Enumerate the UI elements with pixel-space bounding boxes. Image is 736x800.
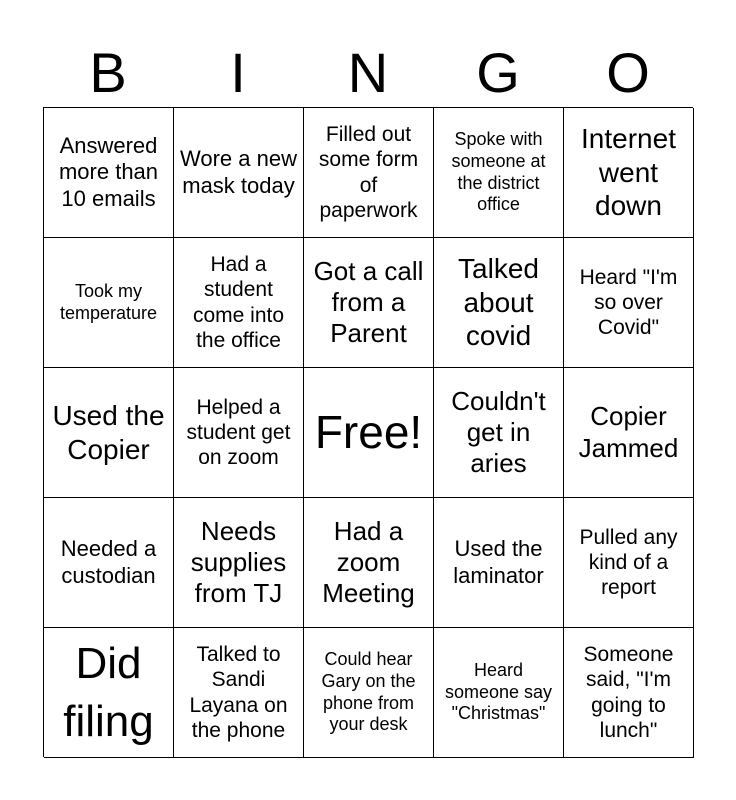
cell-text: Talked about covid [458, 253, 539, 352]
cell-text: Filled out some form of paperwork [318, 123, 419, 222]
cell-text: Wore a new mask today [180, 146, 297, 198]
header-letter-o: O [606, 41, 650, 104]
cell-text: Talked to Sandi Layana on the phone [189, 643, 288, 742]
cell-text: Did filing [63, 639, 154, 746]
cell-text: Could hear Gary on the phone from your desk [321, 649, 416, 735]
bingo-cell-r4c2[interactable] [174, 498, 304, 628]
cell-text: Someone said, "I'm going to lunch" [583, 643, 674, 742]
cell-text: Used the laminator [453, 536, 544, 588]
bingo-cell-r1c4[interactable] [434, 108, 564, 238]
cell-text: Answered more than 10 emails [58, 132, 159, 211]
bingo-cell-r2c1[interactable] [44, 238, 174, 368]
cell-text: Needs supplies from TJ [190, 515, 287, 609]
bingo-cell-r1c3[interactable] [304, 108, 434, 238]
bingo-card-grid [43, 107, 693, 757]
cell-text: Internet went down [581, 123, 676, 222]
cell-text: Got a call from a Parent [313, 255, 424, 349]
cell-text: Helped a student get on zoom [186, 395, 291, 470]
bingo-cell-r2c3[interactable] [304, 238, 434, 368]
bingo-cell-r5c1[interactable] [44, 628, 174, 758]
bingo-cell-r4c1[interactable] [44, 498, 174, 628]
header-letter-n: N [347, 41, 389, 104]
cell-text: Spoke with someone at the district office [451, 129, 546, 215]
bingo-cell-r1c5[interactable] [564, 108, 694, 238]
cell-text: Heard "I'm so over Covid" [579, 265, 678, 340]
bingo-header [43, 40, 693, 106]
bingo-cell-r5c2[interactable] [174, 628, 304, 758]
bingo-cell-r5c4[interactable] [434, 628, 564, 758]
bingo-cell-free-space[interactable] [304, 368, 434, 498]
cell-text: Copier Jammed [578, 401, 679, 463]
bingo-cell-r1c2[interactable] [174, 108, 304, 238]
bingo-cell-r4c3[interactable] [304, 498, 434, 628]
bingo-cell-r3c2[interactable] [174, 368, 304, 498]
bingo-cell-r5c3[interactable] [304, 628, 434, 758]
bingo-cell-r4c4[interactable] [434, 498, 564, 628]
cell-text: Used the Copier [52, 399, 165, 465]
bingo-cell-r1c1[interactable] [44, 108, 174, 238]
cell-text: Pulled any kind of a report [579, 525, 678, 600]
cell-text: Heard someone say "Christmas" [444, 660, 553, 724]
header-letter-i: I [230, 41, 246, 104]
bingo-cell-r3c5[interactable] [564, 368, 694, 498]
bingo-cell-r4c5[interactable] [564, 498, 694, 628]
cell-text: Couldn't get in aries [451, 385, 546, 479]
cell-text: Needed a custodian [60, 536, 157, 588]
cell-text: Had a student come into the office [192, 253, 285, 352]
cell-text: Had a zoom Meeting [322, 515, 415, 609]
header-letter-g: G [476, 41, 520, 104]
bingo-cell-r2c2[interactable] [174, 238, 304, 368]
cell-text: Took my temperature [59, 280, 158, 323]
bingo-cell-r5c5[interactable] [564, 628, 694, 758]
bingo-cell-r2c4[interactable] [434, 238, 564, 368]
header-letter-b: B [89, 41, 127, 104]
bingo-cell-r3c1[interactable] [44, 368, 174, 498]
cell-text: Free! [314, 405, 423, 458]
bingo-cell-r3c4[interactable] [434, 368, 564, 498]
bingo-cell-r2c5[interactable] [564, 238, 694, 368]
